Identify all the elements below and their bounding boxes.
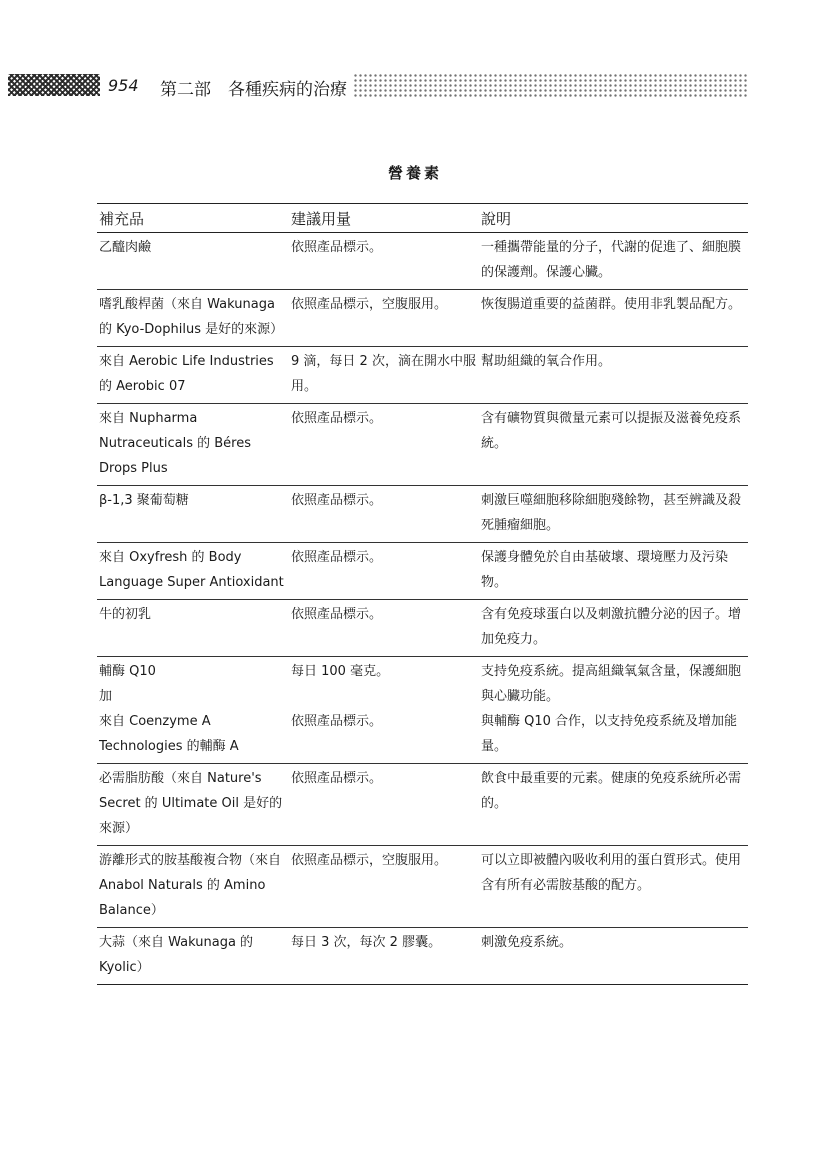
supplement-cell-text: 來自 Aerobic Life Industries 的 Aerobic 07 bbox=[99, 354, 274, 394]
dosage-cell bbox=[289, 764, 479, 846]
supplement-cell bbox=[97, 764, 289, 846]
supplement-cell bbox=[97, 600, 289, 657]
notes-cell-text: 可以立即被體內吸收利用的蛋白質形式。使用含有所有必需胺基酸的配方。 bbox=[481, 853, 742, 893]
dosage-cell-text: 依照產品標示。 bbox=[291, 411, 383, 426]
supplement-cell-text: β-1,3 聚葡萄糖 bbox=[99, 493, 189, 508]
supplement-cell bbox=[97, 290, 289, 347]
notes-cell-text: 含有免疫球蛋白以及刺激抗體分泌的因子。增加免疫力。 bbox=[481, 607, 742, 647]
dosage-cell-text: 每日 100 毫克。 bbox=[291, 664, 390, 679]
notes-cell bbox=[479, 486, 748, 543]
notes-cell-text: 保護身體免於自由基破壞、環境壓力及污染物。 bbox=[481, 550, 729, 590]
notes-cell bbox=[479, 290, 748, 347]
notes-cell-text: 幫助組織的氧合作用。 bbox=[481, 354, 612, 369]
dosage-cell-text: 依照產品標示。 bbox=[291, 550, 383, 565]
notes-cell-text: 支持免疫系統。提高組織氧氣含量，保護細胞與心臟功能。 bbox=[481, 664, 742, 704]
notes-cell-text: 刺激巨噬細胞移除細胞殘餘物，甚至辨識及殺死腫瘤細胞。 bbox=[481, 493, 742, 533]
supplement-cell bbox=[97, 404, 289, 486]
dosage-cell bbox=[289, 928, 479, 985]
table-row bbox=[97, 846, 748, 928]
supplement-cell-text: 加 bbox=[99, 689, 113, 704]
supplement-cell bbox=[97, 347, 289, 404]
supplement-cell-text: 必需脂肪酸（來自 Nature's Secret 的 Ultimate Oil 是好的來源） bbox=[99, 771, 283, 836]
dosage-cell bbox=[289, 486, 479, 543]
notes-cell bbox=[479, 928, 748, 985]
dosage-cell-text: 依照產品標示，空腹服用。 bbox=[291, 853, 448, 868]
table-title: 營養素 bbox=[387, 164, 442, 182]
table-row bbox=[97, 600, 748, 657]
table-row bbox=[97, 657, 748, 764]
supplement-cell bbox=[97, 486, 289, 543]
notes-cell-text: 刺激免疫系統。 bbox=[481, 935, 573, 950]
dosage-cell-text bbox=[291, 684, 477, 709]
dosage-cell-text: 依照產品標示。 bbox=[291, 240, 383, 255]
table-row bbox=[97, 486, 748, 543]
column-header-notes: 說明 bbox=[479, 204, 748, 233]
notes-cell-text: 飲食中最重要的元素。健康的免疫系統所必需的。 bbox=[481, 771, 742, 811]
supplement-cell bbox=[97, 928, 289, 985]
dosage-cell-text: 依照產品標示。 bbox=[291, 607, 383, 622]
table-row bbox=[97, 543, 748, 600]
dosage-cell-text: 9 滴，每日 2 次，滴在開水中服用。 bbox=[291, 354, 476, 394]
table-row bbox=[97, 347, 748, 404]
table-row bbox=[97, 764, 748, 846]
nutrients-table bbox=[97, 203, 748, 985]
dosage-cell-text: 依照產品標示。 bbox=[291, 493, 383, 508]
dosage-cell bbox=[289, 657, 479, 764]
dosage-cell-text: 依照產品標示。 bbox=[291, 714, 383, 729]
notes-cell bbox=[479, 764, 748, 846]
page-number: 954 bbox=[108, 76, 139, 95]
supplement-cell-text: 牛的初乳 bbox=[99, 607, 152, 622]
supplement-cell bbox=[97, 846, 289, 928]
notes-cell bbox=[479, 233, 748, 290]
supplement-cell bbox=[97, 543, 289, 600]
table-row bbox=[97, 233, 748, 290]
notes-cell bbox=[479, 657, 748, 764]
dosage-cell-text: 每日 3 次，每次 2 膠囊。 bbox=[291, 935, 442, 950]
supplement-cell-text: 來自 Coenzyme A Technologies 的輔酶 A bbox=[99, 714, 239, 754]
dosage-cell bbox=[289, 543, 479, 600]
notes-cell bbox=[479, 404, 748, 486]
dosage-cell bbox=[289, 846, 479, 928]
notes-cell-text: 恢復腸道重要的益菌群。使用非乳製品配方。 bbox=[481, 297, 742, 312]
dosage-cell bbox=[289, 233, 479, 290]
column-header-supplement: 補充品 bbox=[97, 204, 289, 233]
supplement-cell-text: 乙醯肉鹼 bbox=[99, 240, 152, 255]
supplement-cell-text: 輔酶 Q10 bbox=[99, 664, 156, 679]
dosage-cell-text: 依照產品標示，空腹服用。 bbox=[291, 297, 448, 312]
table-header-row bbox=[97, 204, 748, 233]
dosage-cell-text: 依照產品標示。 bbox=[291, 771, 383, 786]
table-row bbox=[97, 290, 748, 347]
header-hatch-ornament bbox=[8, 74, 100, 96]
notes-cell bbox=[479, 347, 748, 404]
column-header-dosage: 建議用量 bbox=[289, 204, 479, 233]
notes-cell-text: 一種攜帶能量的分子，代謝的促進了、細胞膜的保護劑。保護心臟。 bbox=[481, 240, 742, 280]
supplement-cell bbox=[97, 657, 289, 764]
supplement-cell-text: 來自 Nupharma Nutraceuticals 的 Béres Drops Plus bbox=[99, 411, 251, 476]
supplement-cell-text: 來自 Oxyfresh 的 Body Language Super Antioxidant bbox=[99, 550, 284, 590]
supplement-cell-text: 大蒜（來自 Wakunaga 的 Kyolic） bbox=[99, 935, 254, 975]
dosage-cell bbox=[289, 600, 479, 657]
dosage-cell bbox=[289, 347, 479, 404]
running-title: 第二部 各種疾病的治療 bbox=[160, 80, 347, 100]
notes-cell bbox=[479, 846, 748, 928]
notes-cell-text: 與輔酶 Q10 合作，以支持免疫系統及增加能量。 bbox=[481, 714, 738, 754]
supplement-cell bbox=[97, 233, 289, 290]
dosage-cell bbox=[289, 290, 479, 347]
running-header bbox=[8, 70, 822, 100]
supplement-cell-text: 游離形式的胺基酸複合物（來自 Anabol Naturals 的 Amino Balance） bbox=[99, 853, 282, 918]
notes-cell-text: 含有礦物質與微量元素可以提振及滋養免疫系統。 bbox=[481, 411, 742, 451]
notes-cell bbox=[479, 600, 748, 657]
dosage-cell bbox=[289, 404, 479, 486]
header-dot-pattern bbox=[353, 73, 748, 97]
table-row bbox=[97, 928, 748, 985]
supplement-cell-text: 嗜乳酸桿菌（來自 Wakunaga 的 Kyo-Dophilus 是好的來源） bbox=[99, 297, 284, 337]
table-row bbox=[97, 404, 748, 486]
notes-cell bbox=[479, 543, 748, 600]
